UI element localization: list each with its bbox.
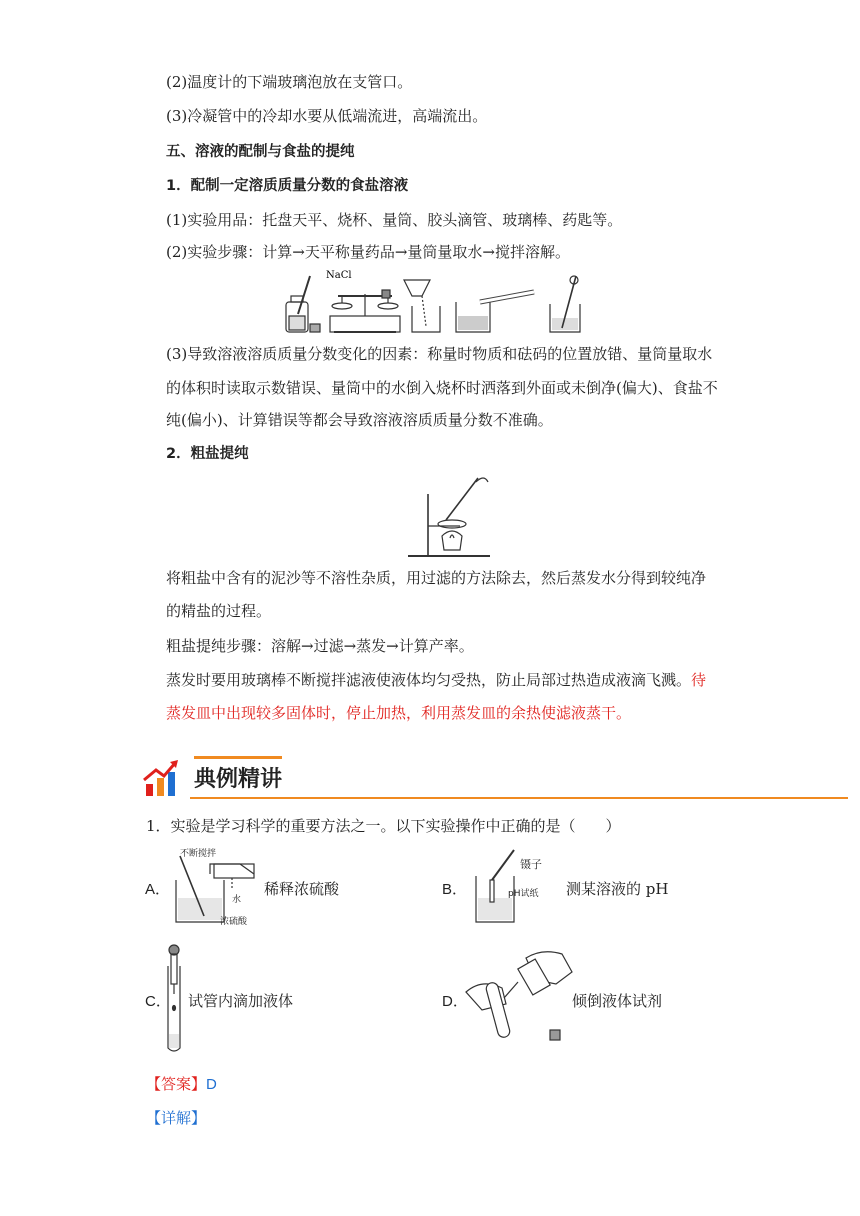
text-line: (1)实验用品：托盘天平、烧杯、量筒、胶头滴管、玻璃棒、药匙等。 [166,211,623,229]
text-line: 的体积时读取示数错误、量筒中的水倒入烧杯时洒落到外面或未倒净(偏大)、食盐不 [166,379,718,397]
option-b-letter: B． [442,881,468,898]
option-a-letter: A． [145,881,171,898]
text-line-red: 蒸发皿中出现较多固体时，停止加热，利用蒸发皿的余热使滤液蒸干。 [166,704,632,722]
subsection-heading: 1．配制一定溶质质量分数的食盐溶液 [166,178,409,194]
text-black: 蒸发时要用玻璃棒不断搅拌滤液使液体均匀受热，防止局部过热造成液滴飞溅。 [166,671,692,689]
dropper-figure [162,942,186,1056]
ph-paper-label: pH试纸 [508,889,539,899]
text-line: (2)实验步骤：计算→天平称量药品→量筒量取水→搅拌溶解。 [166,243,570,261]
ph-test-figure [468,846,564,926]
option-c-letter: C． [145,993,171,1010]
section-title-underline-top [194,756,282,759]
nacl-label: NaCl [326,270,352,281]
section-divider [190,797,848,799]
option-d-text: 倾倒液体试剂 [572,992,663,1010]
detail-label: 【详解】 [146,1109,207,1127]
text-line: 纯(偏小)、计算错误等都会导致溶液溶质质量分数不准确。 [166,411,553,429]
section-title: 典例精讲 [194,767,283,792]
option-c-text: 试管内滴加液体 [188,992,294,1010]
evaporation-figure [404,472,494,562]
text-line: 粗盐提纯步骤：溶解→过滤→蒸发→计算产率。 [166,637,474,655]
question-stem: 1．实验是学习科学的重要方法之一。以下实验操作中正确的是（ ） [146,817,621,835]
text-line [166,670,706,690]
answer-line [146,1074,217,1095]
pour-liquid-figure [462,942,578,1052]
option-d-letter: D． [442,993,468,1010]
option-a-text: 稀释浓硫酸 [264,880,340,898]
water-label: 水 [232,895,242,905]
chart-growth-icon [142,758,184,802]
answer-value: D [206,1076,217,1093]
subsection-heading: 2．粗盐提纯 [166,446,249,462]
stir-label: 不断搅拌 [180,849,217,859]
text-line: (3)导致溶液溶质质量分数变化的因素：称量时物质和砝码的位置放错、量筒量取水 [166,345,713,363]
text-line: (2)温度计的下端玻璃泡放在支管口。 [166,73,413,91]
text-line: 的精盐的过程。 [166,602,272,620]
answer-label: 【答案】 [146,1075,207,1093]
text-red: 待 [691,671,707,689]
solution-steps-figure [282,266,592,338]
section-heading: 五、溶液的配制与食盐的提纯 [166,144,355,160]
section-header [142,754,848,800]
dilute-acid-figure [170,846,262,926]
text-line: 将粗盐中含有的泥沙等不溶性杂质，用过滤的方法除去，然后蒸发水分得到较纯净 [166,569,707,587]
tweezers-label: 镊子 [520,858,542,871]
text-line: (3)冷凝管中的冷却水要从低端流进，高端流出。 [166,107,488,125]
option-b-text: 测某溶液的 pH [566,880,669,898]
acid-label: 浓硫酸 [220,917,248,926]
